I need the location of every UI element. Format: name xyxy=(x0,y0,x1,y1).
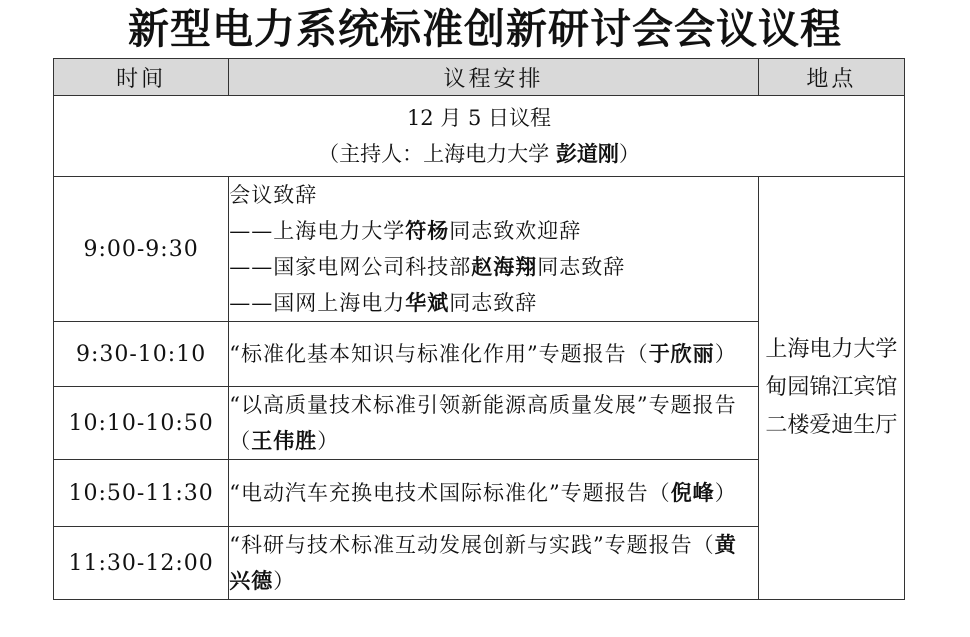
speaker-name: 符杨 xyxy=(405,218,450,243)
session-topic: “标准化基本知识与标准化作用”专题报告（ xyxy=(229,342,649,366)
speech-prefix: ——上海电力大学 xyxy=(229,219,406,243)
header-location: 地点 xyxy=(758,59,904,96)
speech-suffix: 同志致辞 xyxy=(537,255,626,279)
topic-close: ） xyxy=(273,569,296,593)
session-time: 10:50-11:30 xyxy=(54,460,229,527)
session-topic: “以高质量技术标准引领新能源高质量发展”专题报告（ xyxy=(229,393,737,453)
topic-close: ） xyxy=(714,481,737,505)
day-row xyxy=(54,96,905,177)
header-time: 时间 xyxy=(54,59,229,96)
session-arrangement xyxy=(229,527,759,600)
host-prefix: （主持人：上海电力大学 xyxy=(318,142,556,166)
session-time: 11:30-12:00 xyxy=(54,527,229,600)
session-heading: 会议致辞 xyxy=(229,183,318,207)
speech-line xyxy=(229,249,758,285)
session-time: 9:00-9:30 xyxy=(54,177,229,322)
topic-close: ） xyxy=(317,429,340,453)
speech-line xyxy=(229,285,758,321)
speech-prefix: ——国网上海电力 xyxy=(229,291,406,315)
session-topic: “电动汽车充换电技术国际标准化”专题报告（ xyxy=(229,481,671,505)
topic-close: ） xyxy=(714,342,737,366)
session-arrangement xyxy=(229,177,759,322)
host-suffix: ） xyxy=(618,142,640,166)
table-header-row xyxy=(54,59,905,96)
host-name: 彭道刚 xyxy=(555,141,619,166)
speaker-name: 华斌 xyxy=(405,290,450,315)
speech-line xyxy=(229,213,758,249)
session-arrangement xyxy=(229,460,759,527)
speaker-name: 倪峰 xyxy=(670,480,715,505)
page-title: 新型电力系统标准创新研讨会会议议程 xyxy=(128,5,842,53)
speaker-name: 于欣丽 xyxy=(648,341,715,366)
speech-prefix: ——国家电网公司科技部 xyxy=(229,255,472,279)
session-topic: “科研与技术标准互动发展创新与实践”专题报告（ xyxy=(229,533,715,557)
location-cell: 上海电力大学甸园锦江宾馆二楼爱迪生厅 xyxy=(758,177,904,600)
day-cell xyxy=(54,96,905,177)
speaker-name: 王伟胜 xyxy=(251,428,318,453)
header-arrangement: 议程安排 xyxy=(229,59,759,96)
speaker-name: 黄兴德 xyxy=(229,532,737,593)
session-time: 9:30-10:10 xyxy=(54,322,229,387)
session-time: 10:10-10:50 xyxy=(54,387,229,460)
day-date: 12 月 5 日议程 xyxy=(406,106,552,130)
speaker-name: 赵海翔 xyxy=(471,254,538,279)
table-row xyxy=(54,177,905,322)
session-arrangement xyxy=(229,322,759,387)
agenda-table xyxy=(53,58,905,600)
day-host xyxy=(54,136,904,172)
speech-suffix: 同志致辞 xyxy=(449,291,538,315)
speech-suffix: 同志致欢迎辞 xyxy=(449,219,582,243)
session-arrangement xyxy=(229,387,759,460)
